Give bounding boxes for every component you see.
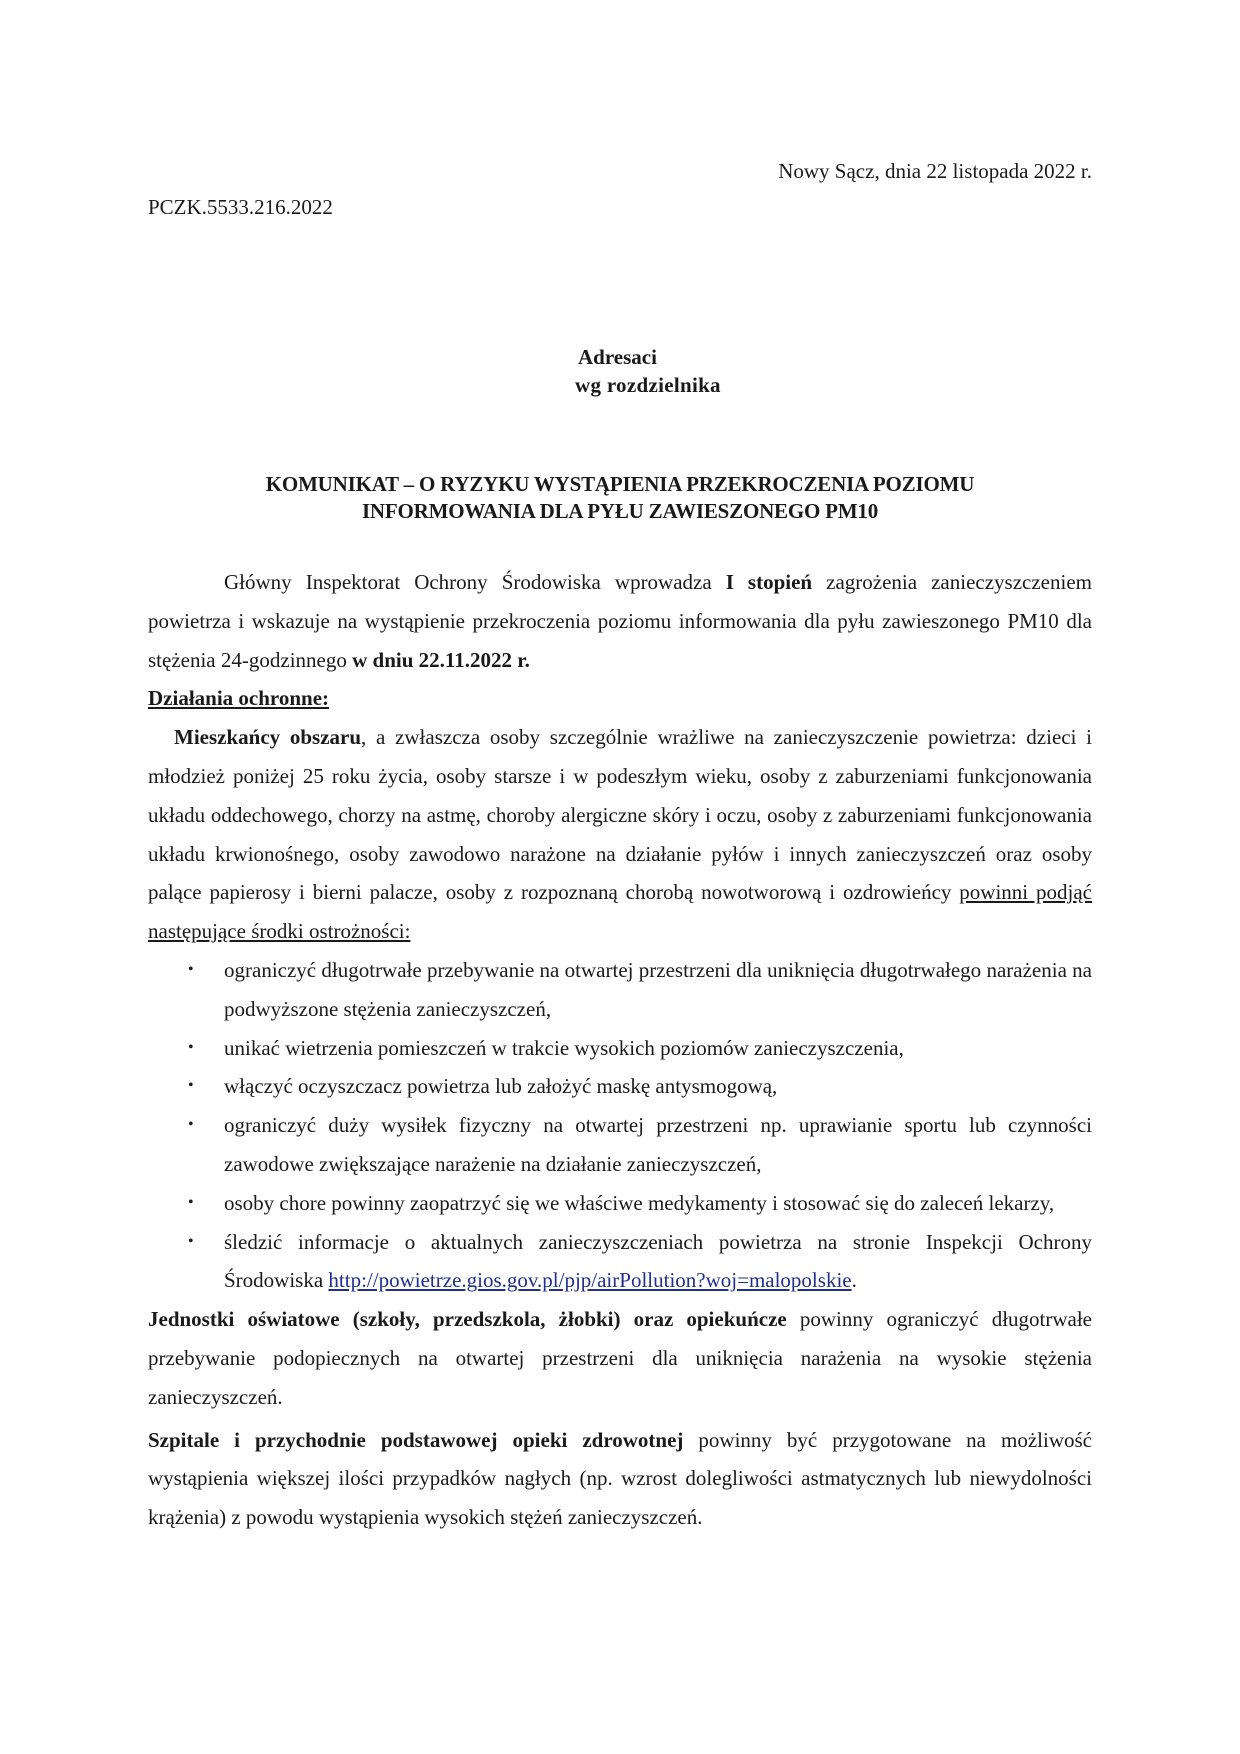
intro-text-2: zagrożenia zanieczyszczeniem powietrza i wskazuje na wystąpienie przekroczenia poziomu informowania dla pyłu zawieszonego PM10 dla stężenia 24-godzinnego [148, 570, 1092, 672]
residents-paragraph [148, 718, 1092, 951]
education-units-paragraph [148, 1300, 1092, 1416]
list-item [148, 951, 1092, 1029]
healthcare-paragraph [148, 1421, 1092, 1537]
residents-precautions-lead: powinni podjąć następujące środki ostrożności: [148, 880, 1092, 944]
gios-air-pollution-link[interactable]: http://powietrze.gios.gov.pl/pjp/airPollution?woj=malopolskie [328, 1268, 852, 1293]
list-item-text: ograniczyć duży wysiłek fizyczny na otwartej przestrzeni np. uprawianie sportu lub czynności zawodowe zwiększające narażenie na działanie zanieczyszczeń, [224, 1113, 1092, 1176]
bullet-icon: • [188, 1193, 194, 1211]
document-body [148, 563, 1092, 1537]
section-heading-protective-actions: Działania ochronne: [148, 686, 330, 711]
list-item-text: osoby chore powinny zaopatrzyć się we właściwe medykamenty i stosować się do zaleceń lekarzy, [224, 1190, 1055, 1215]
residents-text: , a zwłaszcza osoby szczególnie wrażliwe na zanieczyszczenie powietrza: dzieci i młodzież poniżej 25 roku życia, osoby starsze i w podeszłym wieku, osoby z zaburzeniami funkcjonowania układu oddechowego, chorzy na astmę, choroby alergiczne skóry i oczu, osoby z zaburzeniami funkcjonowania układu krwionośnego, osoby zawodowo narażone na działanie pyłów i innych zanieczyszczeń oraz osoby palące papierosy i bierni palacze, osoby z rozpoznaną chorobą nowotworową i ozdrowieńcy [148, 725, 1092, 905]
list-item [148, 1106, 1092, 1184]
addressee-block [575, 343, 721, 399]
list-item-text: ograniczyć długotrwałe przebywanie na otwartej przestrzeni dla uniknięcia długotrwałego narażenia na podwyższone stężenia zanieczyszczeń, [224, 957, 1092, 1021]
bullet-icon: • [188, 1038, 194, 1056]
healthcare-label: Szpitale i przychodnie podstawowej opieki zdrowotnej [148, 1427, 684, 1452]
intro-paragraph [148, 563, 1092, 679]
list-item [148, 1223, 1092, 1301]
list-item [148, 1184, 1092, 1223]
bullet-icon: • [188, 1077, 194, 1095]
bullet-icon: • [188, 960, 194, 978]
bullet-icon: • [188, 1116, 194, 1134]
residents-label: Mieszkańcy obszaru [174, 725, 362, 750]
intro-text-1: Główny Inspektorat Ochrony Środowiska wprowadza [224, 570, 726, 594]
list-item-text: włączyć oczyszczacz powietrza lub założyć maskę antysmogową, [224, 1074, 778, 1099]
list-item-text: unikać wietrzenia pomieszczeń w trakcie wysokich poziomów zanieczyszczenia, [224, 1035, 904, 1060]
title-line-1: KOMUNIKAT – O RYZYKU WYSTĄPIENIA PRZEKROCZENIA POZIOMU [265, 472, 975, 496]
education-units-label: Jednostki oświatowe (szkoły, przedszkola, żłobki) oraz opiekuńcze [148, 1307, 787, 1332]
reference-number: PCZK.5533.216.2022 [148, 195, 333, 219]
alert-date: w dniu 22.11.2022 r. [352, 647, 530, 672]
list-item-text: śledzić informacje o aktualnych zanieczyszczeniach powietrza na stronie Inspekcji Ochrony Środowiska [224, 1229, 1092, 1293]
place-and-date: Nowy Sącz, dnia 22 listopada 2022 r. [778, 159, 1092, 183]
addressee-line-1: Adresaci [578, 345, 657, 369]
precautions-list [148, 951, 1092, 1300]
list-item-punctuation: . [851, 1268, 857, 1293]
document-title [148, 471, 1092, 525]
title-line-2: INFORMOWANIA DLA PYŁU ZAWIESZONEGO PM10 [361, 499, 879, 523]
healthcare-text: powinny być przygotowane na możliwość wystąpienia większej ilości przypadków nagłych (np. wzrost dolegliwości astmatycznych lub niewydolności krążenia) z powodu wystąpienia wysokich stężeń zanieczyszczeń. [148, 1427, 1092, 1530]
alert-level: I stopień [725, 570, 813, 594]
addressee-line-2: wg rozdzielnika [575, 373, 721, 397]
list-item [148, 1067, 1092, 1106]
education-units-text: powinny ograniczyć długotrwałe przebywanie podopiecznych na otwartej przestrzeni dla uniknięcia narażenia na wysokie stężenia zanieczyszczeń. [148, 1307, 1092, 1409]
list-item [148, 1029, 1092, 1068]
bullet-icon: • [188, 1232, 194, 1250]
